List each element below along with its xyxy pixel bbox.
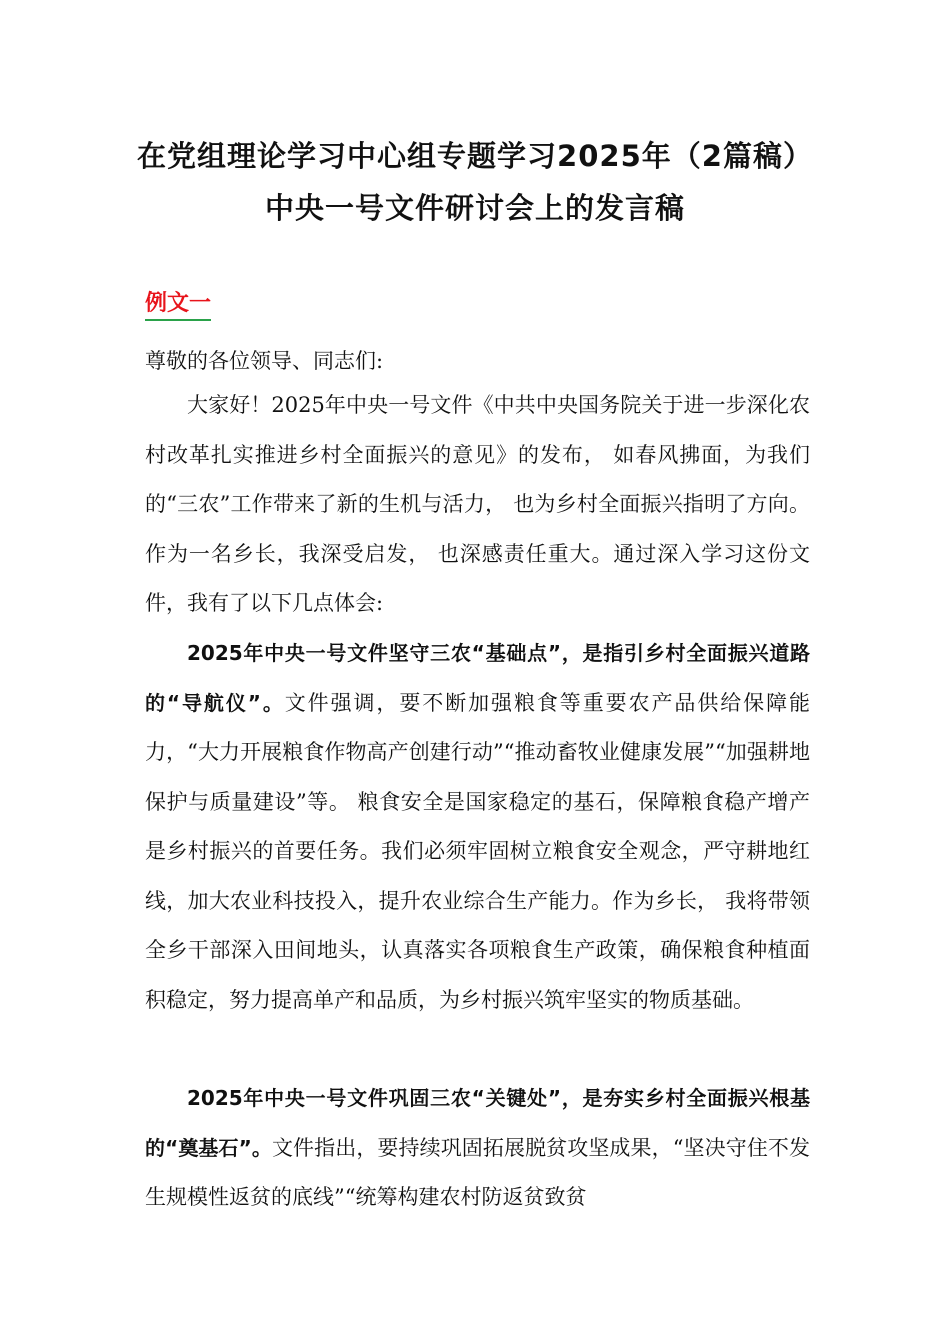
paragraph-2-heading: 2025年中央一号文件坚守三农“基础点”，是指引乡村全面振兴道路的“导航仪”。 [145, 641, 810, 715]
paragraph-3 [145, 1074, 810, 1223]
document-title-line-1: 在党组理论学习中心组专题学习2025年（2篇稿） [137, 139, 813, 173]
paragraph-3-heading: 2025年中央一号文件巩固三农“关键处”，是夯实乡村全面振兴根基的“奠基石”。 [145, 1086, 810, 1160]
section-label: 例文一 [145, 286, 211, 321]
paragraph-2 [145, 629, 810, 1025]
paragraph-2-body: 文件强调，要不断加强粮食等重要农产品供给保障能力，“大力开展粮食作物高产创建行动”“推动畜牧业健康发展”“加强耕地保护与质量建设”等。 粮食安全是国家稳定的基石，保障粮食稳产增产是乡村振兴的首要任务。我们必须牢固树立粮食安全观念，严守耕地红线，加大农业科技投入，提升农业综合生产能力。作为乡长， 我将带领全乡干部深入田间地头，认真落实各项粮食生产政策，确保粮食种植面积稳定，努力提高单产和品质，为乡村振兴筑牢坚实的物质基础。 [145, 690, 811, 1012]
document-title-line-2: 中央一号文件研讨会上的发言稿 [264, 191, 685, 225]
paragraph-3-body: 文件指出，要持续巩固拓展脱贫攻坚成果，“坚决守住不发生规模性返贫的底线”“统筹构建农村防返贫致贫 [145, 1135, 811, 1209]
greeting: 尊敬的各位领导、同志们: [145, 349, 384, 373]
paragraph-1: 大家好！2025年中央一号文件《中共中央国务院关于进一步深化农村改革扎实推进乡村全面振兴的意见》的发布， 如春风拂面，为我们的“三农”工作带来了新的生机与活力， 也为乡村全面振兴指明了方向。作为一名乡长，我深受启发， 也深感责任重大。通过深入学习这份文件，我有了以下几点体会: [145, 393, 810, 615]
